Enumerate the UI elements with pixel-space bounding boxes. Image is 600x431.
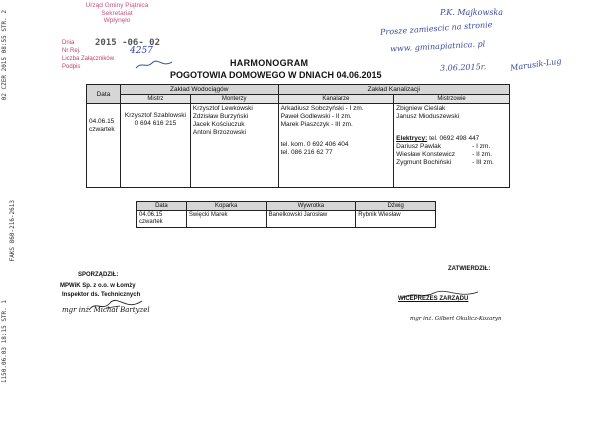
equip-dump-truck-driver: Banelkowski Jarosław	[266, 211, 356, 228]
fax-mark-left-top: 02 CZER 2015 08:55 STR. 2	[1, 10, 8, 101]
stamp-label-date: Dnia	[62, 40, 75, 46]
header-water-works: Zakład Wodociągów	[120, 85, 278, 95]
fitter-name: Jacek Kościuczuk	[192, 121, 245, 128]
registry-stamp	[62, 2, 172, 70]
fitter-name: Antoni Brzozowski	[192, 129, 246, 136]
electrician-row	[396, 143, 507, 151]
equip-weekday: czwartek	[139, 219, 163, 225]
equip-crane-operator: Rybnik Wiesław	[356, 211, 436, 228]
handwritten-note-5: Marusik-Lug	[509, 56, 562, 73]
fax-mark-left-outer: 1150.06.03 18:15 STR. 1	[1, 300, 8, 384]
cell-sewer-workers	[278, 104, 394, 188]
electricians-phone: tel. 0692 498 447	[429, 135, 480, 142]
cell-date	[87, 104, 121, 188]
main-schedule-table	[86, 84, 510, 188]
handwritten-note-2: Prosze zamiescic na stronie	[379, 20, 493, 37]
stamp-received: Wpłynęło	[103, 17, 131, 24]
prepared-name: mgr inż. Michał Bartyzel	[62, 306, 150, 314]
fitter-name: Zdzisław Burzyński	[192, 113, 249, 120]
stamp-signature-scribble	[134, 60, 174, 70]
subheader-fitters: Monterzy	[190, 95, 278, 104]
handwritten-note-4: 3.06.2015r.	[439, 62, 487, 73]
stamp-office: Urząd Gminy Piątnica	[85, 2, 149, 9]
fax-mark-left-inner: FAKS 860-216-2613	[9, 200, 16, 262]
cell-master	[120, 104, 190, 188]
approved-name: mgr inż. Gilbert Okulicz-Kozaryn	[410, 316, 502, 322]
stamp-label-no: Nr Rej.	[62, 48, 81, 54]
subheader-sewer-workers: Kanalarze	[278, 95, 394, 104]
stamp-label-sign: Podpis	[62, 64, 81, 70]
header-date: Data	[87, 85, 121, 104]
equip-excavator-operator: Święcki Marek	[186, 211, 266, 228]
subheader-master: Mistrz	[120, 95, 190, 104]
stamp-secretariat: Sekretariat	[101, 9, 133, 17]
equip-date: 04.06.15	[139, 212, 163, 218]
approved-role: WICEPREZES ZARZĄDU	[398, 296, 469, 302]
header-sewer-works: Zakład Kanalizacji	[278, 85, 509, 95]
master-sewer-name: Janusz Mioduszewski	[396, 113, 460, 120]
electricians-heading	[396, 135, 507, 143]
sewer-worker: Arkadiusz Sobczyński - I zm.	[280, 105, 364, 112]
prepared-label: SPORZĄDZIŁ:	[78, 272, 119, 278]
electricians-label: Elektrycy:	[396, 135, 428, 142]
stamp-label-attachments: Liczba Załączników	[62, 56, 115, 62]
subheader-masters: Mistrzowie	[394, 95, 510, 104]
electrician-row	[396, 151, 507, 159]
fitter-name: Krzysztof Lewkowski	[192, 105, 253, 112]
sewer-phone-mobile: tel. kom. 0 692 406 404	[280, 141, 349, 148]
electrician-shift: - II zm.	[472, 151, 493, 158]
equip-header-crane: Dźwig	[356, 202, 436, 211]
equip-header-excavator: Koparka	[186, 202, 266, 211]
electrician-name: Wiesław Konstewicz	[396, 151, 456, 158]
equip-cell-date	[137, 211, 187, 228]
cell-masters	[394, 104, 510, 188]
approved-label: ZATWIERDZIŁ:	[448, 266, 491, 272]
master-name: Krzysztof Szablowski	[124, 112, 186, 119]
stamp-date: 2015 -06- 02	[95, 38, 161, 48]
equip-header-dump-truck: Wywrotka	[266, 202, 356, 211]
equipment-table	[136, 201, 436, 228]
master-sewer-name: Zbigniew Cieślak	[396, 105, 446, 112]
handwritten-note-3: www. gminapiatnica. pl	[389, 39, 486, 54]
document-title: HARMONOGRAM	[230, 58, 309, 68]
date-value: 04.06.15	[89, 118, 115, 125]
electrician-shift: - III zm.	[472, 159, 494, 166]
prepared-org: MPWiK Sp. z o.o. w Łomży	[60, 283, 136, 289]
prepared-role: Inspektor ds. Technicznych	[62, 292, 141, 298]
electrician-shift: - I zm.	[472, 143, 491, 150]
sewer-worker: Paweł Godlewski - II zm.	[280, 113, 352, 120]
master-phone: 0 694 616 215	[134, 120, 177, 127]
sewer-phone-landline: tel. 086 216 62 77	[280, 149, 333, 156]
weekday-value: czwartek	[89, 126, 115, 133]
electrician-row	[396, 159, 507, 167]
equip-header-date: Data	[137, 202, 187, 211]
handwritten-note-1: P.K. Majkowska	[440, 8, 504, 17]
stamp-reg-number: 4257	[130, 46, 153, 56]
electrician-name: Zygmunt Bochiński	[396, 159, 452, 166]
sewer-worker: Marek Piaszczyk - III zm.	[280, 121, 353, 128]
cell-fitters	[190, 104, 278, 188]
electrician-name: Dariusz Pawlak	[396, 143, 441, 150]
document-subtitle: POGOTOWIA DOMOWEGO W DNIACH 04.06.2015	[170, 70, 382, 80]
